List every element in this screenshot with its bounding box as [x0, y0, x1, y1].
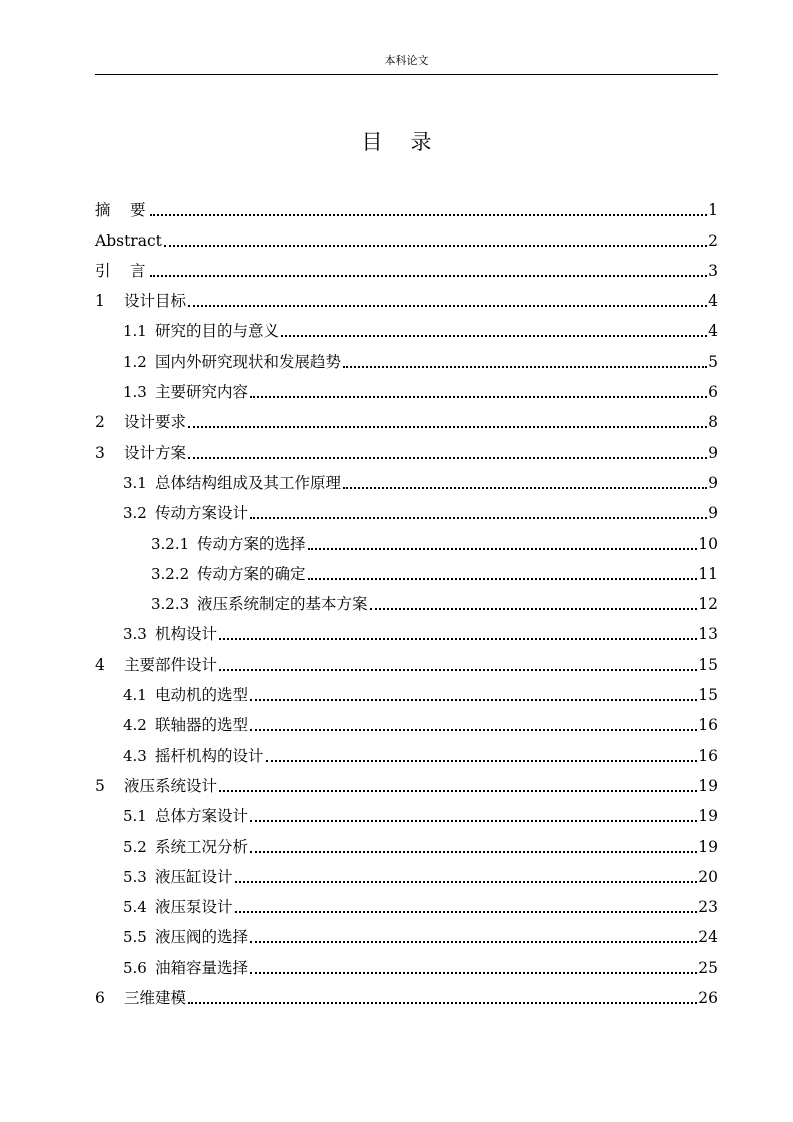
dot-leader	[188, 457, 707, 459]
dot-leader	[250, 820, 697, 822]
toc-entry-page: 8	[708, 413, 718, 432]
dot-leader	[164, 245, 707, 247]
dot-leader	[250, 972, 697, 974]
toc-entry-title: 引 言	[95, 261, 148, 280]
toc-entry[interactable]	[95, 857, 718, 887]
toc-entry-number: 1.3	[123, 383, 147, 402]
toc-entry-title: 机构设计	[155, 625, 218, 644]
table-of-contents	[95, 190, 718, 1008]
toc-entry-page: 15	[698, 686, 718, 705]
toc-entry-number: 4.1	[123, 686, 147, 705]
toc-entry-number: 5.3	[123, 867, 147, 886]
toc-entry[interactable]	[95, 432, 718, 462]
toc-entry[interactable]	[95, 372, 718, 402]
toc-entry-title: 液压泵设计	[155, 898, 233, 917]
toc-entry-page: 6	[708, 383, 718, 402]
toc-entry[interactable]	[95, 644, 718, 674]
toc-entry-number: 6	[95, 989, 105, 1008]
toc-entry[interactable]	[95, 978, 718, 1008]
toc-entry-title: 设计要求	[124, 413, 187, 432]
dot-leader	[250, 699, 697, 701]
dot-leader	[235, 911, 698, 913]
toc-entry-number: 3.2.2	[151, 564, 190, 583]
toc-entry-title: 设计目标	[124, 292, 187, 311]
toc-entry-page: 23	[698, 898, 718, 917]
toc-entry-number: 5	[95, 776, 105, 795]
toc-entry-page: 19	[698, 776, 718, 795]
toc-entry[interactable]	[95, 796, 718, 826]
toc-entry[interactable]	[95, 251, 718, 281]
dot-leader	[250, 396, 707, 398]
toc-entry-number: 4.3	[123, 746, 147, 765]
toc-entry[interactable]	[95, 523, 718, 553]
toc-entry-title: Abstract	[95, 231, 162, 250]
toc-entry-page: 11	[698, 564, 718, 583]
toc-entry-title: 主要部件设计	[124, 655, 218, 674]
dot-leader	[188, 426, 707, 428]
toc-entry[interactable]	[95, 190, 718, 220]
toc-entry-page: 9	[708, 443, 718, 462]
toc-entry-page: 20	[698, 867, 718, 886]
toc-entry[interactable]	[95, 281, 718, 311]
toc-entry-title: 国内外研究现状和发展趋势	[155, 352, 342, 371]
toc-entry-number: 1.1	[123, 322, 147, 341]
toc-entry[interactable]	[95, 311, 718, 341]
page-header	[95, 52, 718, 75]
toc-entry[interactable]	[95, 220, 718, 250]
toc-entry[interactable]	[95, 584, 718, 614]
toc-entry-page: 16	[698, 716, 718, 735]
toc-entry[interactable]	[95, 402, 718, 432]
toc-entry-page: 13	[698, 625, 718, 644]
toc-entry-number: 3	[95, 443, 105, 462]
toc-entry-title: 传动方案的选择	[197, 534, 306, 553]
toc-entry-title: 总体结构组成及其工作原理	[155, 473, 342, 492]
toc-entry[interactable]	[95, 917, 718, 947]
dot-leader	[250, 517, 707, 519]
toc-entry-number: 2	[95, 413, 105, 432]
toc-entry-page: 2	[708, 231, 718, 250]
toc-entry-page: 26	[698, 989, 718, 1008]
toc-entry-number: 5.6	[123, 958, 147, 977]
toc-entry-title: 研究的目的与意义	[155, 322, 280, 341]
toc-entry-page: 19	[698, 837, 718, 856]
toc-entry[interactable]	[95, 705, 718, 735]
toc-entry[interactable]	[95, 766, 718, 796]
dot-leader	[308, 548, 698, 550]
toc-entry-number: 3.2.3	[151, 595, 190, 614]
toc-entry-title: 液压系统设计	[124, 776, 218, 795]
toc-entry-title: 三维建模	[124, 989, 187, 1008]
toc-entry-page: 16	[698, 746, 718, 765]
toc-entry-title: 摇杆机构的设计	[155, 746, 264, 765]
dot-leader	[250, 851, 697, 853]
dot-leader	[150, 275, 708, 277]
dot-leader	[343, 366, 707, 368]
toc-entry-page: 4	[708, 292, 718, 311]
toc-entry-title: 油箱容量选择	[155, 958, 249, 977]
dot-leader	[150, 214, 708, 216]
toc-entry-number: 3.1	[123, 473, 147, 492]
toc-entry-title: 联轴器的选型	[155, 716, 249, 735]
toc-entry-title: 系统工况分析	[155, 837, 249, 856]
dot-leader	[188, 305, 707, 307]
toc-entry-title: 传动方案的确定	[197, 564, 306, 583]
dot-leader	[219, 669, 697, 671]
toc-entry-number: 3.3	[123, 625, 147, 644]
dot-leader	[250, 941, 697, 943]
dot-leader	[188, 1002, 697, 1004]
toc-entry-number: 1.2	[123, 352, 147, 371]
toc-entry-title: 传动方案设计	[155, 504, 249, 523]
toc-entry-title: 液压阀的选择	[155, 928, 249, 947]
toc-entry-number: 4.2	[123, 716, 147, 735]
dot-leader	[281, 335, 707, 337]
toc-entry-title: 设计方案	[124, 443, 187, 462]
toc-entry[interactable]	[95, 675, 718, 705]
dot-leader	[266, 760, 698, 762]
toc-entry-page: 15	[698, 655, 718, 674]
toc-entry[interactable]	[95, 947, 718, 977]
toc-entry[interactable]	[95, 614, 718, 644]
dot-leader	[219, 790, 697, 792]
toc-entry-page: 10	[698, 534, 718, 553]
toc-entry-page: 1	[708, 201, 718, 220]
toc-entry-number: 3.2	[123, 504, 147, 523]
toc-entry[interactable]	[95, 554, 718, 584]
toc-entry-number: 5.2	[123, 837, 147, 856]
toc-entry-page: 5	[708, 352, 718, 371]
dot-leader	[343, 487, 707, 489]
toc-entry-number: 3.2.1	[151, 534, 190, 553]
dot-leader	[250, 729, 697, 731]
toc-entry-title: 摘 要	[95, 201, 148, 220]
toc-entry[interactable]	[95, 463, 718, 493]
toc-entry[interactable]	[95, 735, 718, 765]
dot-leader	[308, 578, 698, 580]
toc-entry[interactable]	[95, 341, 718, 371]
toc-entry-page: 24	[698, 928, 718, 947]
toc-entry[interactable]	[95, 887, 718, 917]
dot-leader	[370, 608, 698, 610]
toc-entry-number: 4	[95, 655, 105, 674]
toc-entry-page: 9	[708, 473, 718, 492]
toc-entry-title: 液压缸设计	[155, 867, 233, 886]
toc-entry-page: 12	[698, 595, 718, 614]
toc-entry-page: 19	[698, 807, 718, 826]
toc-entry-page: 9	[708, 504, 718, 523]
toc-entry-number: 5.5	[123, 928, 147, 947]
page-title: 目录	[361, 130, 460, 154]
toc-entry-number: 5.4	[123, 898, 147, 917]
toc-entry-title: 电动机的选型	[155, 686, 249, 705]
toc-entry-title: 主要研究内容	[155, 383, 249, 402]
toc-entry-page: 25	[698, 958, 718, 977]
toc-entry-number: 1	[95, 292, 105, 311]
dot-leader	[235, 881, 698, 883]
dot-leader	[219, 638, 697, 640]
toc-entry-number: 5.1	[123, 807, 147, 826]
toc-entry-title: 液压系统制定的基本方案	[197, 595, 368, 614]
toc-entry-page: 4	[708, 322, 718, 341]
toc-entry-page: 3	[708, 261, 718, 280]
toc-entry-title: 总体方案设计	[155, 807, 249, 826]
toc-entry[interactable]	[95, 826, 718, 856]
toc-entry[interactable]	[95, 493, 718, 523]
header-text: 本科论文	[384, 54, 429, 67]
